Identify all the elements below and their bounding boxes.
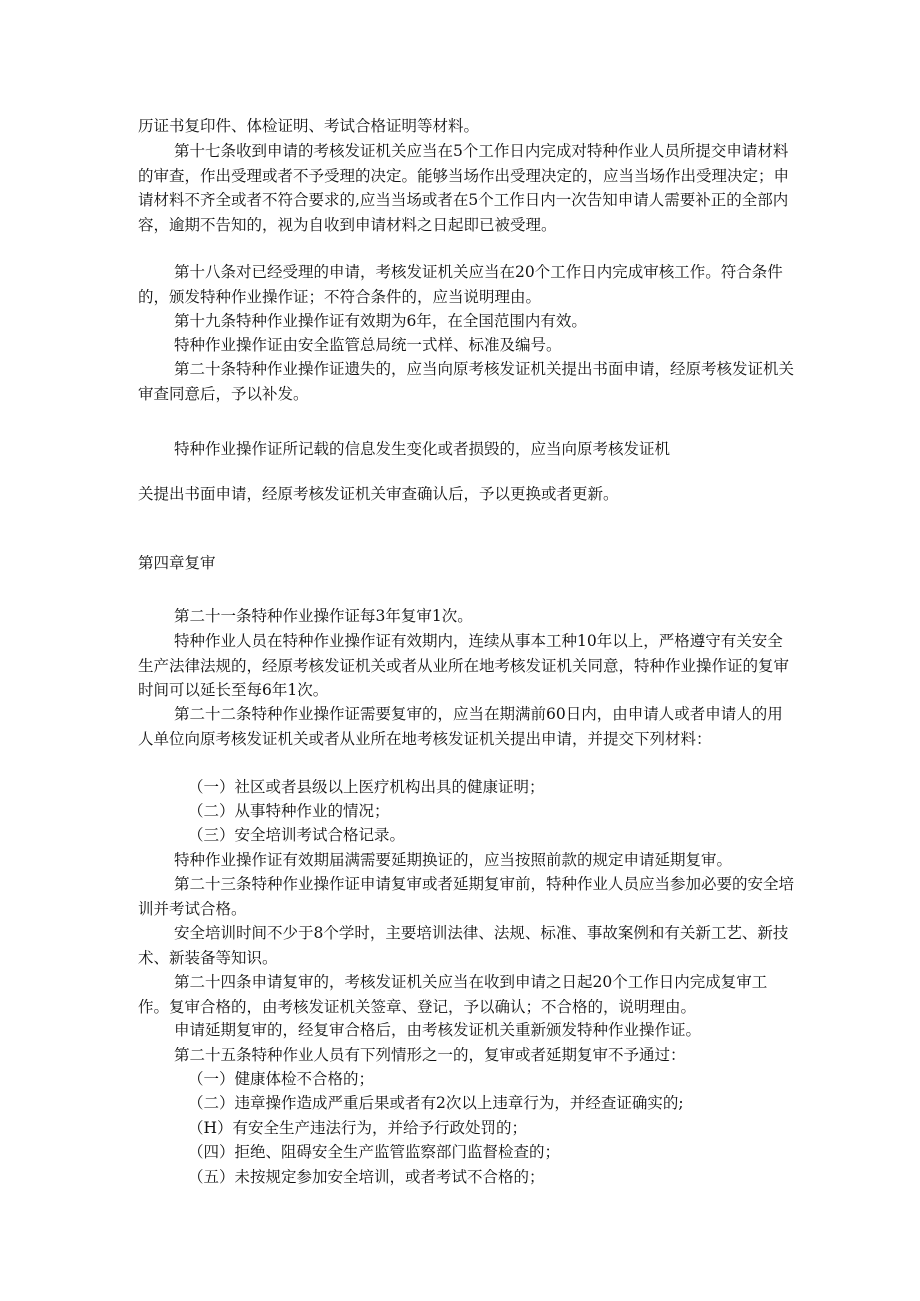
paragraph-cont: 历证书复印件、体检证明、考试合格证明等材料。 <box>138 117 480 135</box>
chapter-title: 第四章复审 <box>138 554 216 572</box>
article-20-change-cont: 关提出书面申请，经原考核发证机关审查确认后，予以更换或者更新。 <box>138 485 619 503</box>
article-19-note: 特种作业操作证由安全监管总局统一式样、标准及编号。 <box>174 336 562 354</box>
article-23: 第二十三条特种作业操作证申请复审或者延期复审前，特种作业人员应当参加必要的安全培训并考试合格。 <box>138 875 795 918</box>
list-item: （四）拒绝、阻碍安全生产监管监察部门监督检查的； <box>188 1143 561 1161</box>
article-24: 第二十四条申请复审的，考核发证机关应当在收到申请之日起20个工作日内完成复审工作。复审合格的，由考核发证机关签章、登记，予以确认；不合格的，说明理由。 <box>138 973 768 1016</box>
list-item: （二）违章操作造成严重后果或者有2次以上违章行为，并经查证确实的; <box>188 1094 684 1112</box>
article-21-extension: 特种作业人员在特种作业操作证有效期内，连续从事本工种10年以上，严格遵守有关安全生产法律法规的，经原考核发证机关或者从业所在地考核发证机关同意，特种作业操作证的复审时间可以延长至每6年1次。 <box>138 632 790 699</box>
article-17: 第十七条收到申请的考核发证机关应当在5个工作日内完成对特种作业人员所提交申请材料的审查，作出受理或者不予受理的决定。能够当场作出受理决定的，应当当场作出受理决定；申请材料不齐全或者不符合要求的,应当当场或者在5个工作日内一次告知申请人需要补正的全部内容，逾期不告知的，视为自收到申请材料之日起即已被受理。 <box>138 142 790 234</box>
list-item: （H）有安全生产违法行为，并给予行政处罚的； <box>188 1119 528 1137</box>
list-item: （二）从事特种作业的情况； <box>188 802 390 820</box>
article-22-extension: 特种作业操作证有效期届满需要延期换证的，应当按照前款的规定申请延期复审。 <box>174 851 733 869</box>
list-item: （五）未按规定参加安全培训，或者考试不合格的； <box>188 1168 545 1186</box>
list-item: （一）社区或者县级以上医疗机构出具的健康证明； <box>188 778 545 796</box>
article-20: 第二十条特种作业操作证遗失的，应当向原考核发证机关提出书面申请，经原考核发证机关审查同意后，予以补发。 <box>138 360 795 403</box>
article-19: 第十九条特种作业操作证有效期为6年，在全国范围内有效。 <box>174 312 587 330</box>
list-item: （三）安全培训考试合格记录。 <box>188 826 406 844</box>
article-22: 第二十二条特种作业操作证需要复审的，应当在期满前60日内，由申请人或者申请人的用人单位向原考核发证机关或者从业所在地考核发证机关提出申请，并提交下列材料： <box>138 705 783 748</box>
article-25: 第二十五条特种作业人员有下列情形之一的，复审或者延期复审不予通过： <box>174 1046 686 1064</box>
article-24-extension: 申请延期复审的，经复审合格后，由考核发证机关重新颁发特种作业操作证。 <box>174 1021 702 1039</box>
article-18: 第十八条对已经受理的申请，考核发证机关应当在20个工作日内完成审核工作。符合条件的，颁发特种作业操作证；不符合条件的，应当说明理由。 <box>138 263 783 306</box>
article-23-training: 安全培训时间不少于8个学时，主要培训法律、法规、标准、事故案例和有关新工艺、新技术、新装备等知识。 <box>138 924 789 967</box>
article-21: 第二十一条特种作业操作证每3年复审1次。 <box>174 607 473 625</box>
list-item: （一）健康体检不合格的； <box>188 1070 375 1088</box>
article-20-change: 特种作业操作证所记载的信息发生变化或者损毁的，应当向原考核发证机 <box>174 440 671 458</box>
